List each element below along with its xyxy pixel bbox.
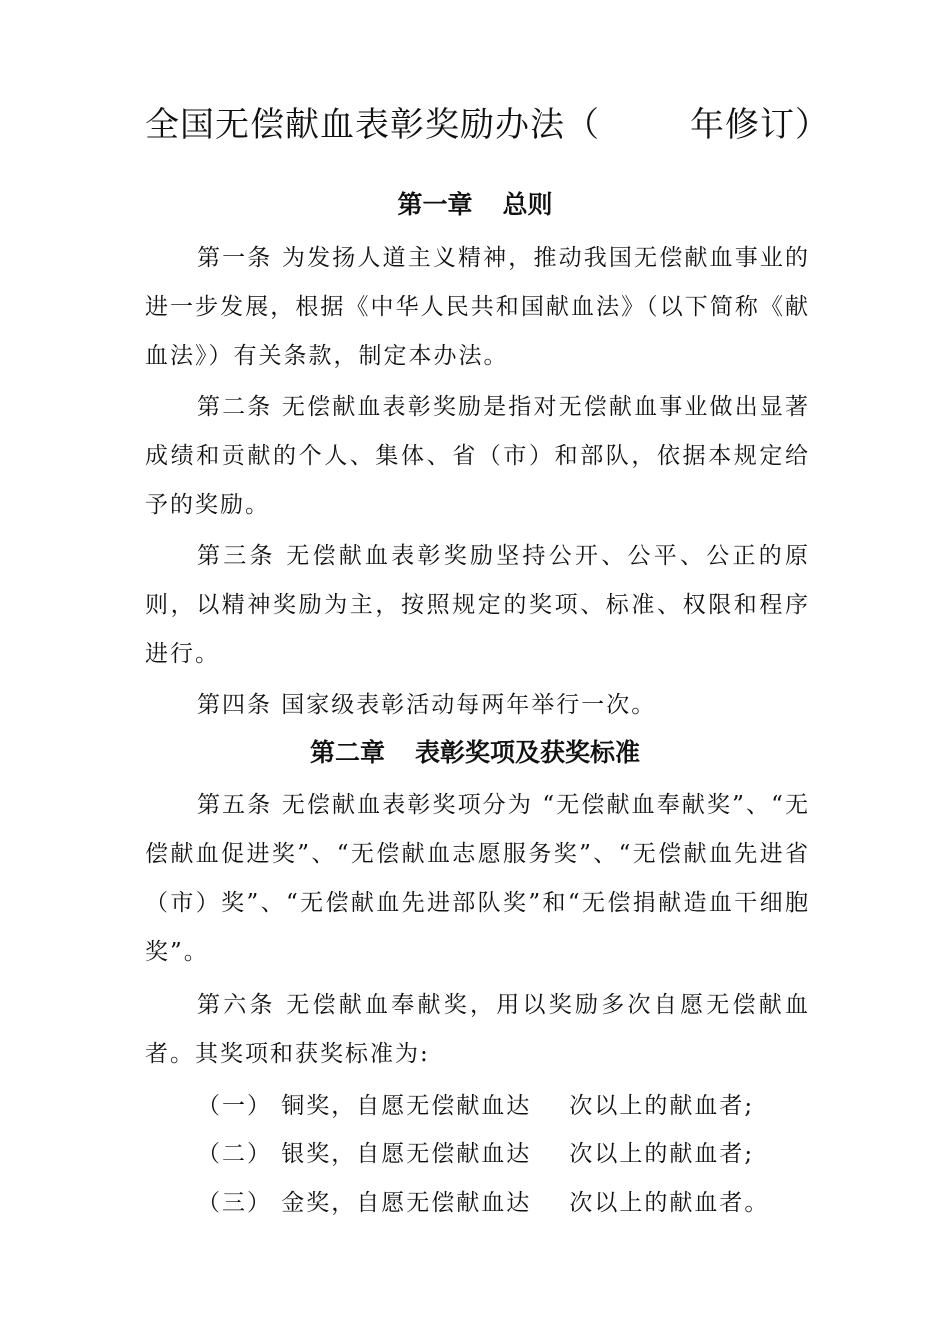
article-5: 第五条 无偿献血表彰奖项分为 “无偿献血奉献奖”、“无偿献血促进奖”、“无偿献血志愿服务奖”、“无偿献血先进省（市）奖”、“无偿献血先进部队奖”和“无偿捐献造血干细胞奖”。 (145, 792, 810, 965)
chapter-1-label: 第一章 (397, 190, 473, 219)
article-4: 第四条 国家级表彰活动每两年举行一次。 (197, 692, 657, 718)
article-2: 第二条 无偿献血表彰奖励是指对无偿献血事业做出显著成绩和贡献的个人、集体、省（市）和部队，依据本规定给予的奖励。 (145, 394, 810, 518)
award-item-suffix: 次以上的献血者。 (569, 1190, 770, 1216)
award-item-suffix: 次以上的献血者; (569, 1093, 755, 1119)
award-item-text: （二） 银奖，自愿无偿献血达 (197, 1141, 532, 1167)
award-item-suffix: 次以上的献血者; (569, 1141, 755, 1167)
title-text-end: 年修订） (690, 105, 830, 145)
award-item-bronze (197, 1089, 817, 1123)
chapter-2-name: 表彰奖项及获奖标准 (415, 738, 641, 767)
award-item-text: （一） 铜奖，自愿无偿献血达 (197, 1093, 532, 1119)
chapter-2-label: 第二章 (309, 738, 385, 767)
article-1: 第一条 为发扬人道主义精神，推动我国无偿献血事业的进一步发展，根据《中华人民共和国献血法》（以下简称《献血法》）有关条款，制定本办法。 (145, 245, 810, 369)
article-6: 第六条 无偿献血奉献奖，用以奖励多次自愿无偿献血者。其奖项和获奖标准为: (145, 992, 810, 1067)
chapter-1-name: 总则 (502, 190, 553, 219)
award-item-gold (197, 1186, 817, 1220)
document-title (145, 103, 830, 147)
chapter-1-heading (0, 188, 950, 222)
award-item-silver (197, 1137, 817, 1171)
title-text-start: 全国无偿献血表彰奖励办法（ (145, 105, 600, 145)
article-3: 第三条 无偿献血表彰奖励坚持公开、公平、公正的原则，以精神奖励为主，按照规定的奖项、标准、权限和程序进行。 (145, 543, 810, 667)
chapter-2-heading (0, 736, 950, 770)
award-item-text: （三） 金奖，自愿无偿献血达 (197, 1190, 532, 1216)
